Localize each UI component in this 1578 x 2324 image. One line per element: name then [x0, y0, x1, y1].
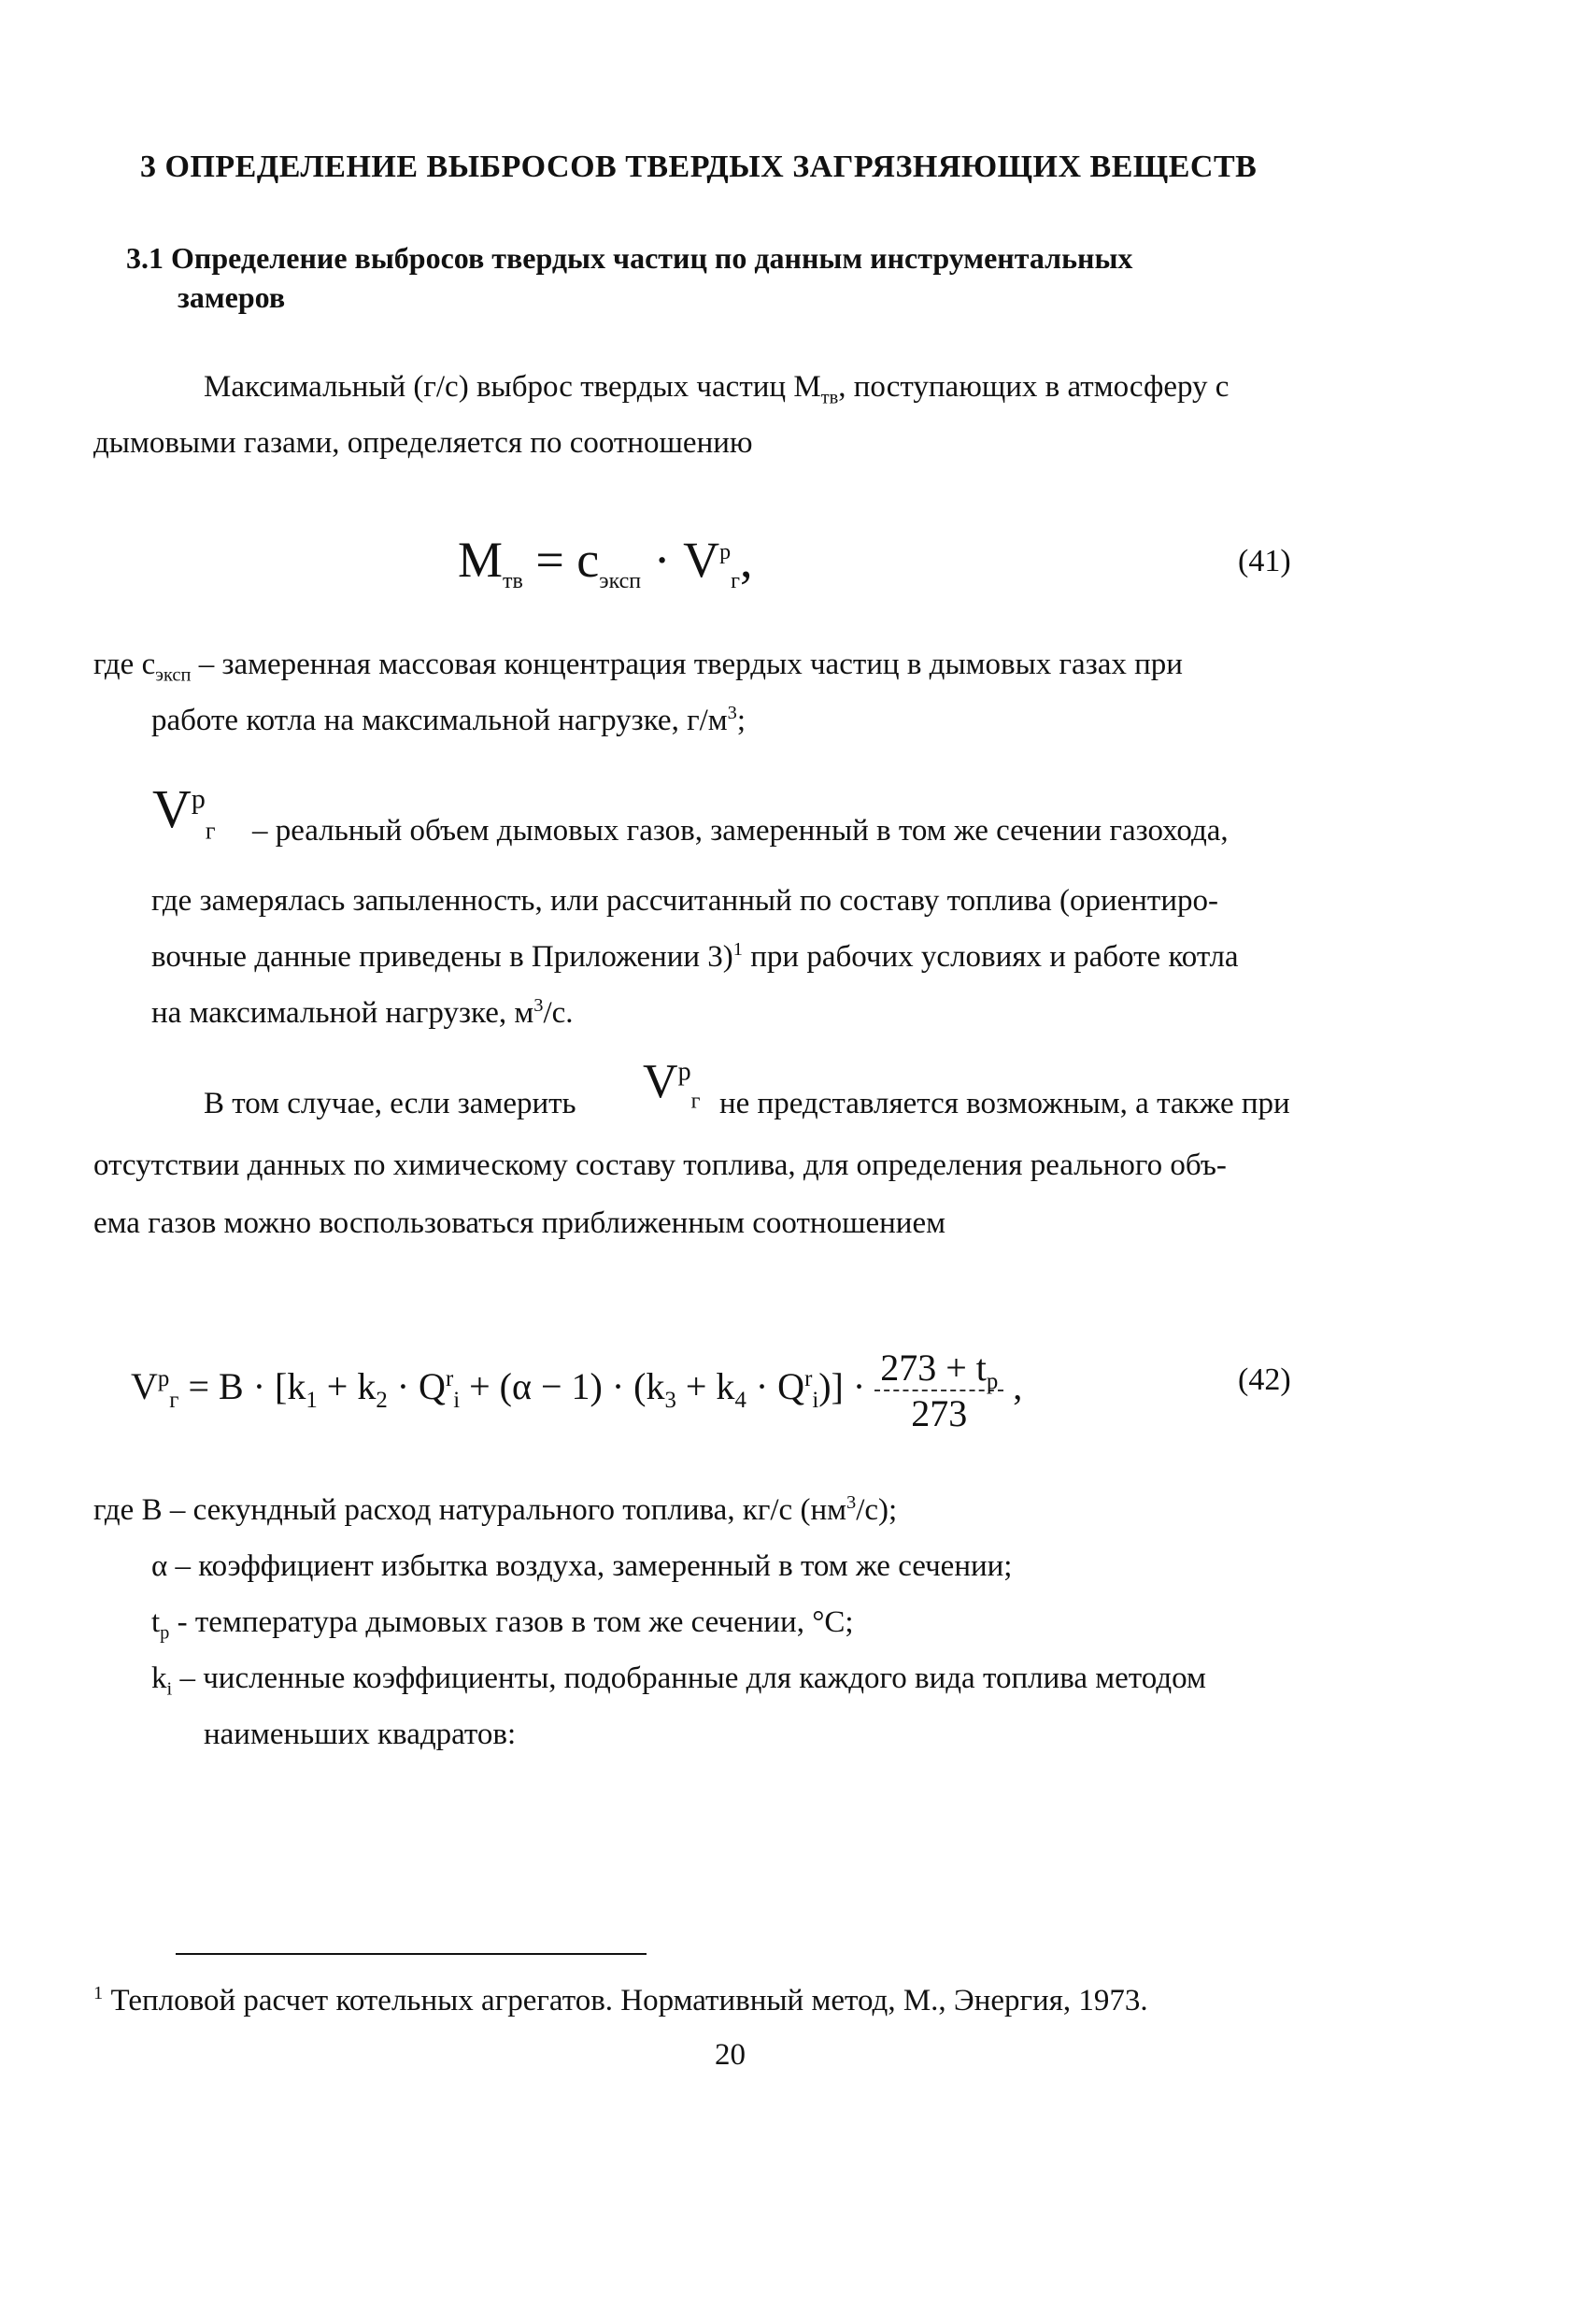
intro-line1: Максимальный (г/с) выброс твердых частиц $M_{тв}$, поступающих в атмосферу с: [204, 370, 1230, 408]
equation-number-41: (41): [1238, 544, 1291, 578]
def-alpha: α – коэффициент избытка воздуха, замеренный в том же сечении;: [151, 1549, 1013, 1583]
intro-line2: дымовыми газами, определяется по соотношению: [93, 426, 753, 460]
def-V-line3: вочные данные приведены в Приложении 3)$^1$ при рабочих условиях и работе котла: [151, 939, 1239, 974]
formula-42: $V^р_г = B \cdot [k_1 + k_2 \cdot Q^r_i + (\alpha - 1) \cdot (k_3 + k_4 \cdot Q^r_i)]$ · $\frac{273 + t_р}{273}$ ,: [131, 1347, 1023, 1434]
case-line1-end: не представляется возможным, а также при: [719, 1087, 1290, 1120]
fraction: [874, 1346, 1003, 1435]
def-B: где В – секундный расход натурального топлива, кг/с $(нм^3/с)$;: [93, 1492, 898, 1527]
fraction-denominator: 273: [911, 1392, 968, 1434]
def-t: $t_р$ - температура дымовых газов в том же сечении, °С;: [151, 1605, 854, 1644]
subsection-heading-line1: 3.1 Определение выбросов твердых частиц по данным инструментальных: [126, 241, 1133, 275]
symbol-V-r-p: $V^р_г$: [152, 778, 216, 845]
subsection-heading-line2: замеров: [178, 280, 286, 314]
def-k-line2: наименьших квадратов:: [204, 1718, 517, 1751]
fraction-numerator: $273 + t_р$: [874, 1346, 1003, 1391]
def-c-line1: где $c_{эксп}$ – замеренная массовая концентрация твердых частиц в дымовых газах при: [93, 648, 1183, 686]
equation-number-42: (42): [1238, 1362, 1291, 1397]
def-V-line2: где замерялась запыленность, или рассчитанный по составу топлива (ориентиро-: [151, 884, 1218, 918]
case-line3: ема газов можно воспользоваться приближенным соотношением: [93, 1206, 945, 1240]
case-line2: отсутствии данных по химическому составу топлива, для определения реального объ-: [93, 1148, 1227, 1182]
def-c-line2: работе котла на максимальной нагрузке, $г/м^3$;: [151, 703, 746, 737]
section-heading: 3 ОПРЕДЕЛЕНИЕ ВЫБРОСОВ ТВЕРДЫХ ЗАГРЯЗНЯЮЩИХ ВЕЩЕСТВ: [140, 150, 1258, 184]
case-line1-start: В том случае, если замерить: [204, 1087, 576, 1120]
symbol-V-r-p-inline: $V^р_г$: [643, 1055, 701, 1114]
footnote-rule: [176, 1953, 647, 1955]
def-k: $k_i$ – численные коэффициенты, подобранные для каждого вида топлива методом: [151, 1661, 1206, 1700]
def-V-line4: на максимальной нагрузке, $м^3/с$.: [151, 995, 574, 1030]
footnote: $^1$ Тепловой расчет котельных агрегатов. Нормативный метод, М., Энергия, 1973.: [93, 1983, 1148, 2017]
formula-41: $M_{тв} = c_{эксп} \cdot V^р_г$,: [458, 532, 753, 593]
page-number: 20: [715, 2038, 746, 2072]
def-V-line1: – реальный объем дымовых газов, замеренный в том же сечении газохода,: [252, 814, 1229, 848]
